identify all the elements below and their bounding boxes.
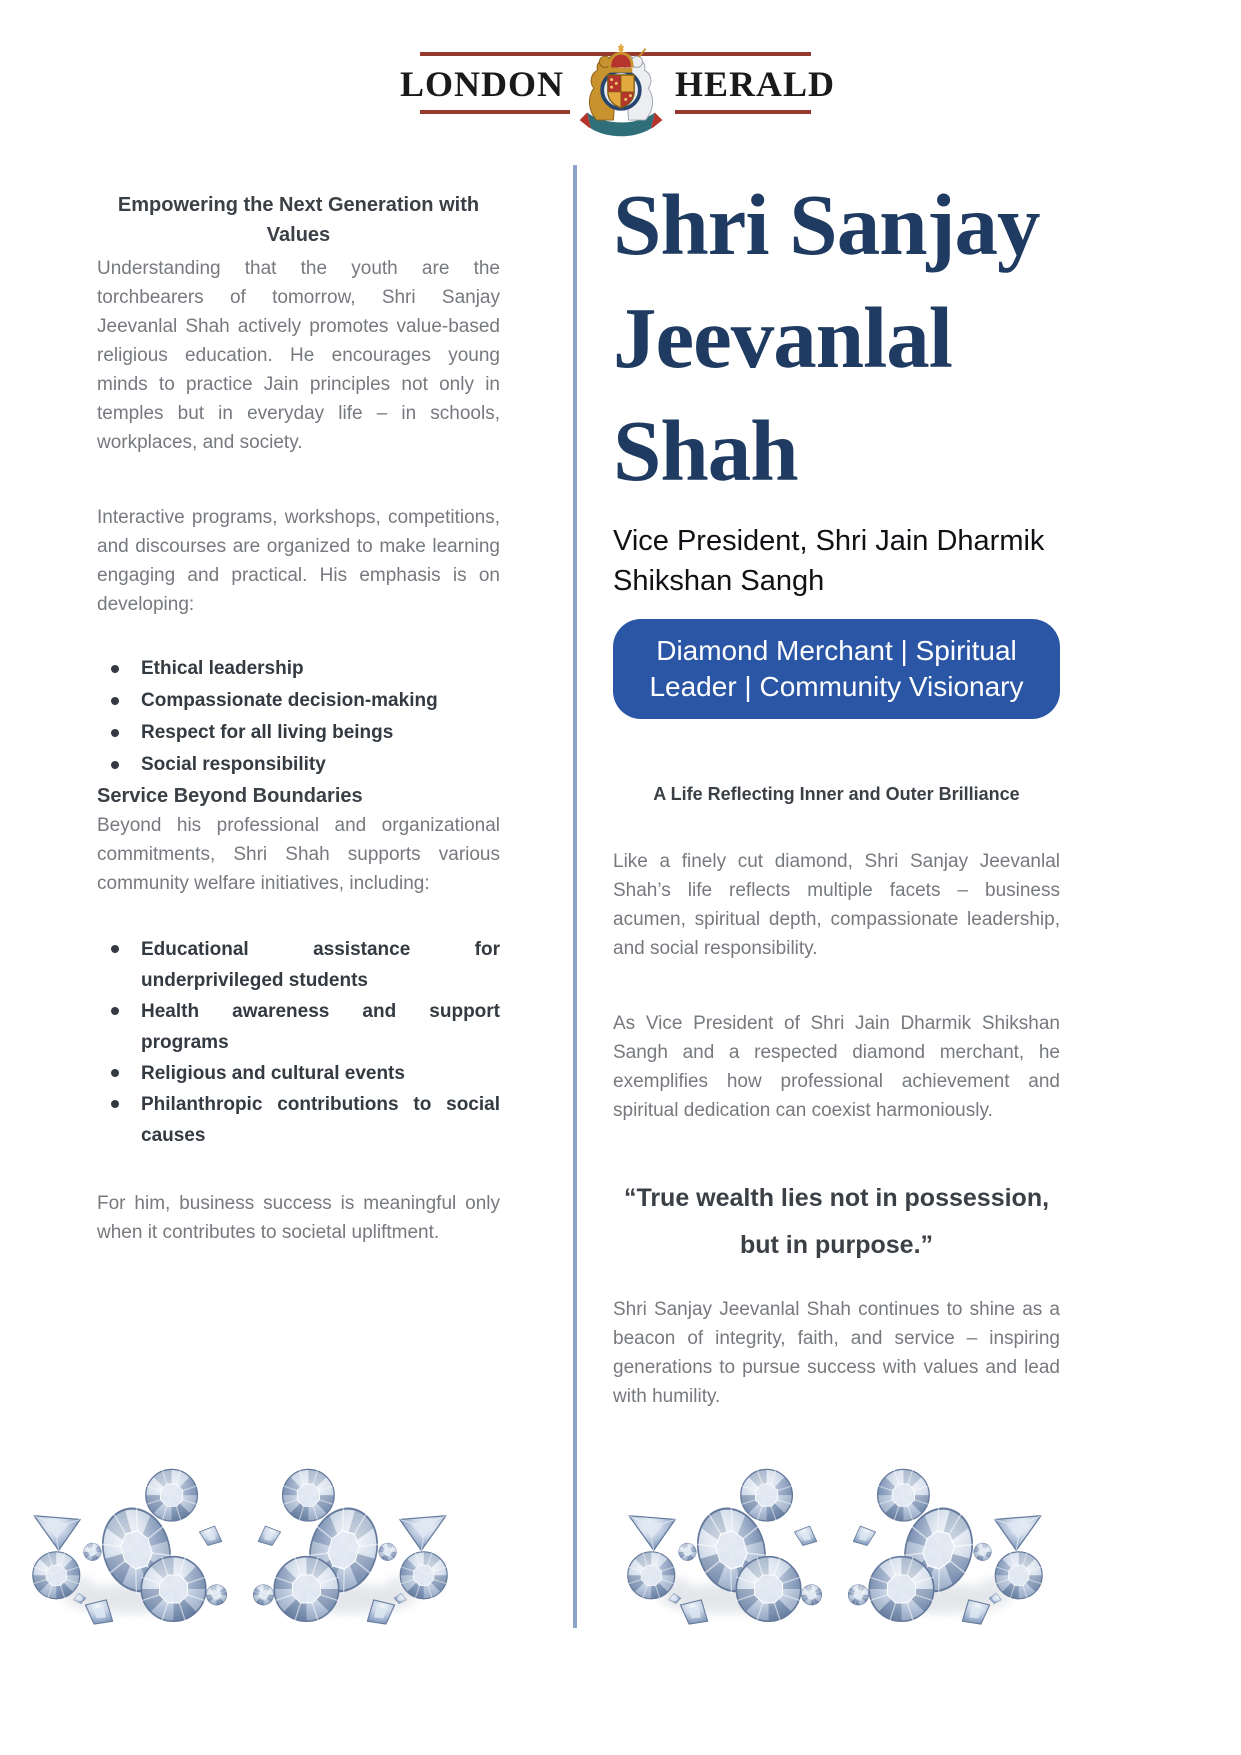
list-item: Respect for all living beings: [97, 717, 500, 749]
masthead-rule-bottom-right: [675, 110, 811, 114]
section-heading-brilliance: A Life Reflecting Inner and Outer Brilliance: [653, 784, 1020, 804]
title-badge: Diamond Merchant | Spiritual Leader | Community Visionary: [613, 619, 1060, 719]
right-column: [613, 160, 1060, 1411]
diamond-cluster-image: [620, 1452, 835, 1638]
bullet-icon: [111, 729, 119, 737]
list-item: Ethical leadership: [97, 653, 500, 685]
paragraph: Understanding that the youth are the torchbearers of tomorrow, Shri Sanjay Jeevanlal Shah actively promotes value-based religious education. He encourages young minds to practice Jain principles not only in temples but in everyday life – in schools, workplaces, and society.: [97, 258, 500, 453]
bullet-icon: [111, 1100, 119, 1108]
masthead-brand-left: LONDON: [400, 64, 565, 104]
paragraph: Interactive programs, workshops, competitions, and discourses are organized to make learning engaging and practical. His emphasis is on developing:: [97, 507, 500, 615]
bullet-icon: [111, 1069, 119, 1077]
paragraph: For him, business success is meaningful only when it contributes to societal upliftment.: [97, 1193, 500, 1243]
column-divider: [573, 165, 577, 1628]
diamond-cluster-image: [25, 1452, 240, 1638]
paragraph: As Vice President of Shri Jain Dharmik Shikshan Sangh and a respected diamond merchant, he exemplifies how professional achievement and spiritual dedication can coexist harmoniously.: [613, 1013, 1060, 1121]
paragraph: Beyond his professional and organizational commitments, Shri Shah supports various community welfare initiatives, including:: [97, 815, 500, 894]
person-role-subtitle: Vice President, Shri Jain Dharmik Shikshan Sangh: [613, 525, 1045, 597]
bullet-icon: [111, 697, 119, 705]
list-item: Educational assistance for underprivileged students: [97, 934, 500, 996]
section-heading-service: Service Beyond Boundaries: [97, 785, 363, 807]
list-item: Religious and cultural events: [97, 1058, 500, 1089]
initiatives-list: [97, 934, 500, 1151]
list-item: Compassionate decision-making: [97, 685, 500, 717]
masthead-brand-right: HERALD: [675, 64, 836, 104]
bullet-icon: [111, 1007, 119, 1015]
masthead-rule-bottom-left: [420, 110, 570, 114]
list-item: Health awareness and support programs: [97, 996, 500, 1058]
section-heading-empowering: Empowering the Next Generation with Values: [117, 194, 480, 246]
bullet-icon: [111, 665, 119, 673]
page-title: Shri Sanjay Jeevanlal Shah: [613, 176, 1040, 499]
royal-crest-icon: [574, 40, 668, 140]
list-item: Philanthropic contributions to social causes: [97, 1089, 500, 1151]
paragraph: Like a finely cut diamond, Shri Sanjay Jeevanlal Shah’s life reflects multiple facets – business acumen, spiritual depth, compassionate leadership, and social responsibility.: [613, 851, 1060, 959]
paragraph: Shri Sanjay Jeevanlal Shah continues to shine as a beacon of integrity, faith, and service – inspiring generations to pursue success with values and lead with humility.: [613, 1299, 1060, 1407]
diamond-cluster-image: [240, 1452, 455, 1638]
pull-quote: “True wealth lies not in possession, but in purpose.”: [623, 1184, 1050, 1259]
list-item: Social responsibility: [97, 749, 500, 781]
left-column: [97, 190, 500, 1247]
bullet-icon: [111, 945, 119, 953]
bullet-icon: [111, 761, 119, 769]
diamond-cluster-image: [835, 1452, 1050, 1638]
values-list: [97, 653, 500, 781]
